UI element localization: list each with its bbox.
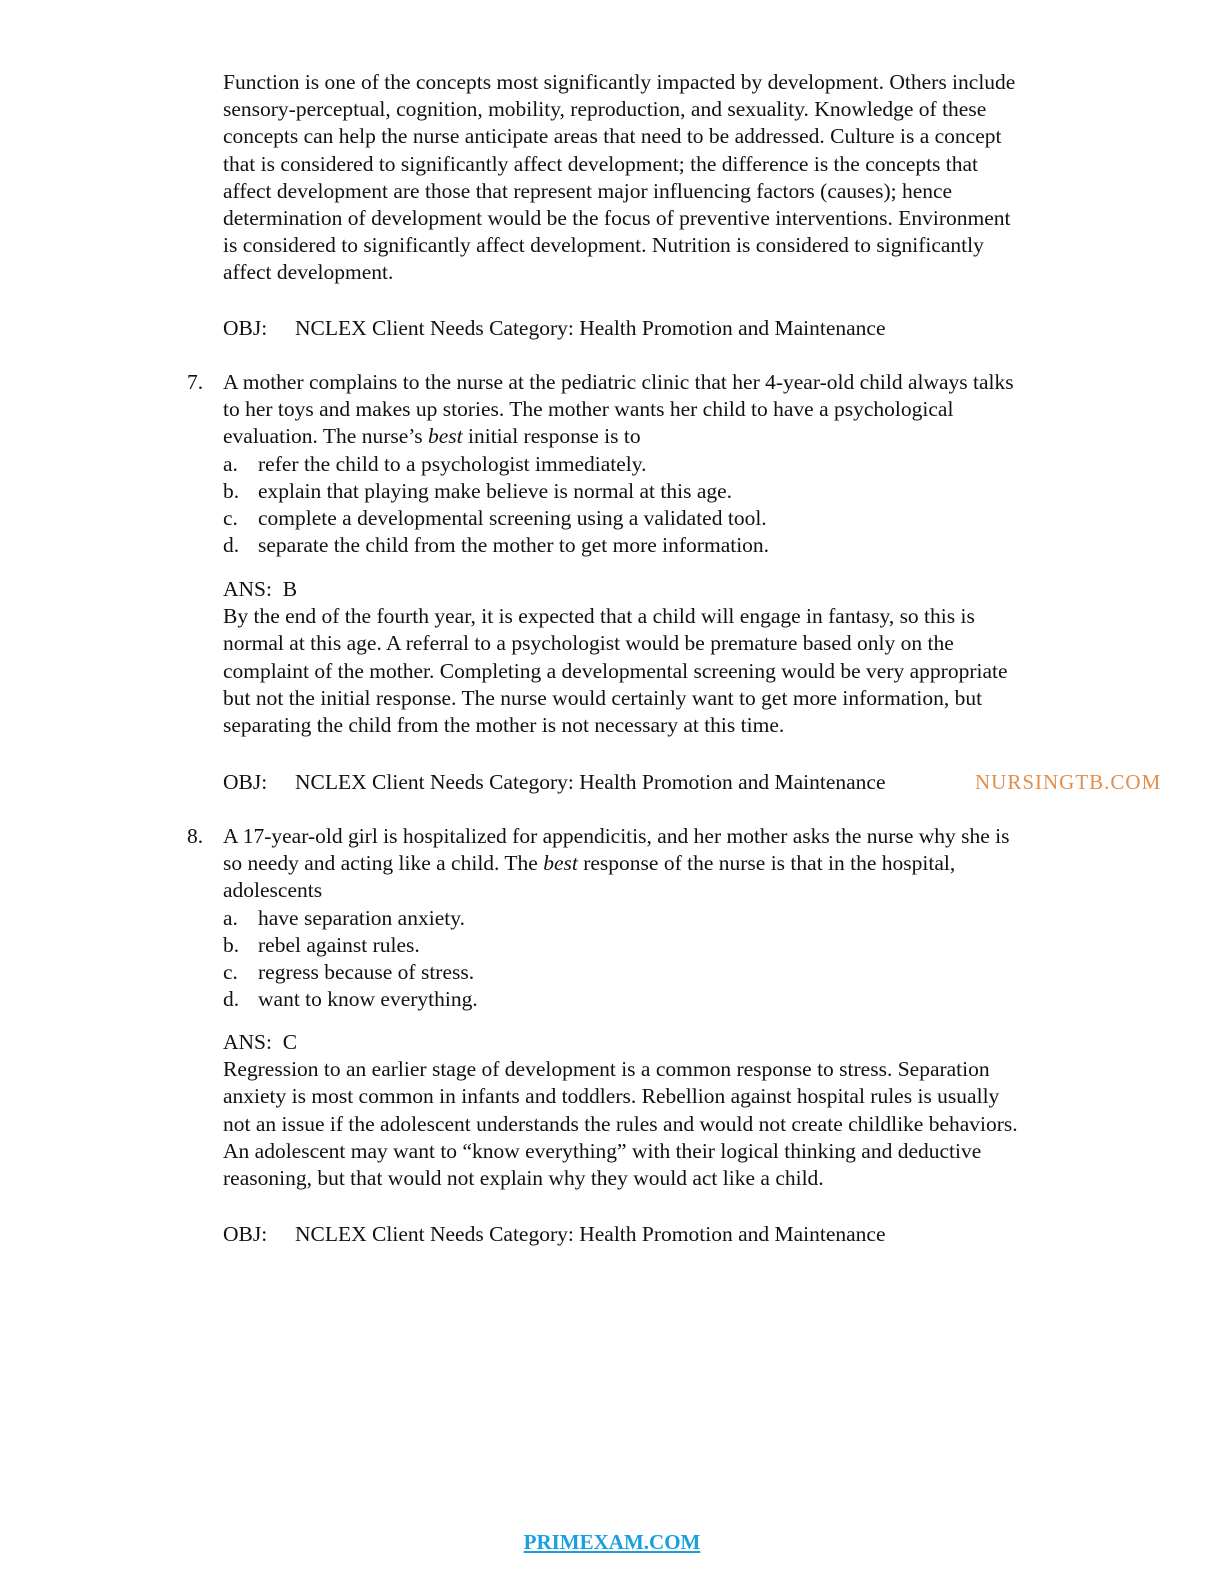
option-letter: d. [223, 987, 240, 1012]
text-line: to her toys and makes up stories. The mother wants her child to have a psychological [223, 397, 954, 422]
intro-rationale [223, 69, 1123, 287]
option-a [223, 451, 1123, 478]
text-line: A mother complains to the nurse at the pediatric clinic that her 4-year-old child always talks [223, 370, 1014, 394]
answer-line [223, 1029, 1123, 1056]
option-text: want to know everything. [258, 987, 478, 1012]
text-line: Function is one of the concepts most significantly impacted by development. Others include [223, 70, 1016, 94]
option-b [223, 478, 1123, 505]
footer [0, 1530, 1224, 1555]
obj-text: NCLEX Client Needs Category: Health Promotion and Maintenance [295, 770, 886, 794]
objective [223, 1221, 886, 1248]
option-text: explain that playing make believe is normal at this age. [258, 478, 733, 503]
text-line: separating the child from the mother is not necessary at this time. [223, 713, 785, 738]
option-letter: d. [223, 533, 240, 558]
text-line: Regression to an earlier stage of development is a common response to stress. Separation [223, 1057, 990, 1082]
obj-text: NCLEX Client Needs Category: Health Promotion and Maintenance [295, 316, 886, 340]
option-letter: b. [223, 932, 240, 957]
question-stem [223, 369, 1123, 559]
option-d [223, 532, 1123, 559]
text-fragment: initial response is to [462, 424, 641, 449]
option-letter: b. [223, 478, 240, 503]
text-line: adolescents [223, 878, 323, 903]
question-number: 7. [187, 370, 204, 394]
option-b [223, 932, 1123, 959]
option-c [223, 959, 1123, 986]
text-line: that is considered to significantly affect development; the difference is the concepts that [223, 151, 979, 176]
answer-line [223, 576, 1123, 603]
text-line: By the end of the fourth year, it is expected that a child will engage in fantasy, so this is [223, 604, 975, 629]
obj-label: OBJ: [223, 316, 268, 340]
option-a [223, 905, 1123, 932]
answer-block [223, 576, 1123, 739]
text-line: but not the initial response. The nurse would certainly want to get more information, but [223, 685, 983, 710]
option-text: regress because of stress. [258, 960, 475, 985]
text-line: sensory-perceptual, cognition, mobility, reproduction, and sexuality. Knowledge of these [223, 97, 987, 122]
text-line: anxiety is most common in infants and toddlers. Rebellion against hospital rules is usually [223, 1084, 1000, 1109]
text-line: concepts can help the nurse anticipate areas that need to be addressed. Culture is a concept [223, 124, 1002, 149]
option-text: rebel against rules. [258, 932, 420, 957]
option-text: complete a developmental screening using a validated tool. [258, 506, 767, 531]
text-line: is considered to significantly affect development. Nutrition is considered to significantly [223, 233, 984, 258]
option-letter: c. [223, 960, 238, 985]
text-fragment: response of the nurse is that in the hospital, [577, 851, 956, 876]
watermark: NURSINGTB.COM [975, 770, 1162, 794]
option-text: refer the child to a psychologist immediately. [258, 451, 647, 476]
answer-block [223, 1029, 1123, 1192]
objective [223, 769, 886, 796]
text-line: complaint of the mother. Completing a developmental screening would be very appropriate [223, 658, 1008, 683]
option-text: have separation anxiety. [258, 905, 465, 930]
ans-value: B [282, 577, 298, 601]
emphasis: best [543, 851, 578, 876]
option-letter: c. [223, 506, 238, 531]
text-line: affect development are those that represent major influencing factors (causes); hence [223, 178, 953, 203]
text-fragment: evaluation. The nurse’s [223, 424, 428, 449]
text-line: A 17-year-old girl is hospitalized for appendicitis, and her mother asks the nurse why she is [223, 824, 1010, 848]
obj-label: OBJ: [223, 770, 268, 794]
ans-label: ANS: [223, 577, 272, 601]
obj-text: NCLEX Client Needs Category: Health Promotion and Maintenance [295, 1222, 886, 1246]
ans-value: C [282, 1030, 298, 1054]
obj-label: OBJ: [223, 1222, 268, 1246]
option-c [223, 505, 1123, 532]
text-line [223, 850, 1123, 877]
objective [223, 315, 886, 342]
text-line [223, 423, 1123, 450]
ans-label: ANS: [223, 1030, 272, 1054]
text-fragment: so needy and acting like a child. The [223, 851, 544, 876]
text-line: determination of development would be the focus of preventive interventions. Environment [223, 206, 1011, 231]
option-text: separate the child from the mother to get more information. [258, 533, 770, 558]
text-line: not an issue if the adolescent understands the rules and would not create childlike behaviors. [223, 1111, 1018, 1136]
footer-link[interactable]: PRIMEXAM.COM [523, 1530, 701, 1554]
text-line: normal at this age. A referral to a psychologist would be premature based only on the [223, 631, 954, 656]
option-d [223, 986, 1123, 1013]
option-letter: a. [223, 451, 238, 476]
question-stem [223, 823, 1123, 1013]
text-line: affect development. [223, 260, 394, 285]
question-number: 8. [187, 824, 204, 848]
text-line: reasoning, but that would not explain why they would act like a child. [223, 1166, 824, 1191]
emphasis: best [428, 424, 463, 449]
text-line: An adolescent may want to “know everything” with their logical thinking and deductive [223, 1138, 982, 1163]
option-letter: a. [223, 905, 238, 930]
